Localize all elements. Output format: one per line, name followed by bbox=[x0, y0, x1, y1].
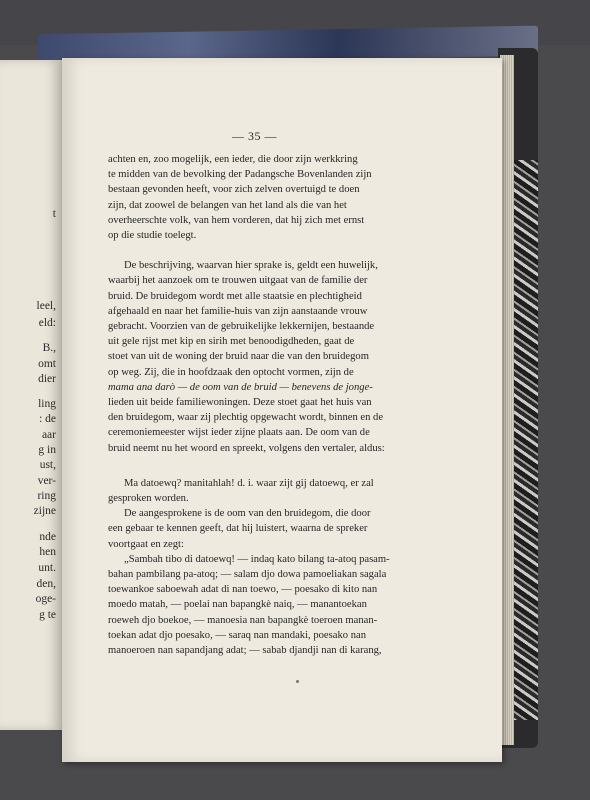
left-text-fragment: B., bbox=[42, 342, 56, 354]
text-line: gesproken worden. bbox=[108, 493, 189, 505]
left-text-fragment: unt. bbox=[38, 562, 56, 574]
text-line: op die studie toelegt. bbox=[108, 230, 197, 242]
page-edges bbox=[500, 55, 514, 745]
text-line: De beschrijving, waarvan hier sprake is, geldt een huwelijk, bbox=[124, 260, 378, 272]
text-line: Ma datoewq? manitahlah! d. i. waar zijt gij datoewq, er zal bbox=[124, 477, 374, 489]
left-text-fragment: hen bbox=[39, 546, 56, 558]
paragraph bbox=[108, 152, 401, 243]
paragraph bbox=[108, 258, 401, 456]
text-line: te midden van de bevolking der Padangsche Bovenlanden zijn bbox=[108, 169, 372, 181]
text-line: manoeroen nan sapandjang adat; — sabab djandji nan di karang, bbox=[108, 645, 382, 657]
left-text-fragment: eld: bbox=[38, 317, 56, 329]
left-text-fragment: zijne bbox=[33, 505, 56, 517]
paragraph bbox=[108, 506, 401, 552]
left-text-fragment: : de bbox=[39, 413, 56, 425]
left-text-fragment: ling bbox=[38, 398, 56, 410]
text-line: „Sambah tibo di datoewq! — indaq kato bilang ta-atoq pasam- bbox=[124, 553, 390, 565]
marbled-cover-edge bbox=[512, 160, 538, 720]
text-line: bahan pambilang pa-atoq; — salam djo dowa pamoeliakan sagala bbox=[108, 569, 387, 581]
left-text-fragment: ring bbox=[37, 490, 56, 502]
left-text-fragment: ust, bbox=[39, 459, 56, 471]
text-line: roeweh djo boekoe, — manoesia nan bapangkè toeroen manan- bbox=[108, 614, 378, 626]
text-line: De aangesprokene is de oom van den bruidegom, die door bbox=[124, 508, 371, 520]
text-line: bruid. De bruidegom wordt met alle staatsie en plechtigheid bbox=[108, 290, 362, 302]
text-line: toewankoe saboewah adat di nan toewo, — poesako di kito nan bbox=[108, 584, 378, 596]
text-line: zijn, dat zoowel de belangen van het land als die van het bbox=[108, 199, 347, 211]
text-line: lieden uit beide familiewoningen. Deze stoet gaat het huis van bbox=[108, 397, 372, 409]
text-line: voortgaat en zegt: bbox=[108, 538, 184, 550]
text-line: een gebaar te kennen geeft, dat hij luistert, waarna de spreker bbox=[108, 523, 368, 535]
left-text-fragment: dier bbox=[38, 373, 56, 385]
text-line: gebracht. Voorzien van de gebruikelijke lekkernijen, bestaande bbox=[108, 321, 375, 333]
left-text-fragment: omt bbox=[38, 358, 56, 370]
text-line: op weg. Zij, die in hoofdzaak den optocht vormen, zijn de bbox=[108, 366, 354, 378]
text-line: bruid neemt nu het woord en spreekt, volgens den vertaler, aldus: bbox=[108, 442, 385, 454]
left-text-fragment: leel, bbox=[36, 300, 56, 312]
page-number: — 35 — bbox=[232, 129, 277, 143]
paper-speck bbox=[296, 680, 299, 683]
text-line: afgehaald en naar het familie-huis van zijn aanstaande vrouw bbox=[108, 305, 368, 317]
text-line: uit gele rijst met kip en sirih met benoodigdheden, gaat de bbox=[108, 336, 355, 348]
left-text-fragment: nde bbox=[39, 531, 56, 543]
left-page-fragment bbox=[0, 60, 62, 730]
text-line: overheerschte volk, van hem vorderen, dat hij zich met ernst bbox=[108, 214, 365, 226]
left-text-fragment: g te bbox=[39, 609, 56, 621]
left-text-fragment: aar bbox=[41, 429, 56, 441]
text-line: achten en, zoo mogelijk, een ieder, die door zijn werkkring bbox=[108, 154, 358, 165]
text-line: mama ana darò — de oom van de bruid — benevens de jonge- bbox=[108, 381, 373, 393]
paragraph bbox=[108, 552, 401, 658]
left-text-fragment: t bbox=[52, 208, 56, 220]
text-line: bestaan gevonden heeft, voor zich zelven overtuigd te doen bbox=[108, 184, 360, 196]
text-line: stoet van uit de woning der bruid naar die van den bruidegom bbox=[108, 351, 369, 363]
left-text-fragment: den, bbox=[36, 578, 56, 590]
text-line: moedo matah, — poelai nan bapangkè naiq, — manantoekan bbox=[108, 599, 367, 611]
text-line: toekan adat djo poesako, — saraq nan mandaki, poesako nan bbox=[108, 629, 366, 641]
text-line: waarbij het aanzoek om te trouwen uitgaat van de familie der bbox=[108, 275, 368, 287]
paragraph bbox=[108, 476, 401, 506]
text-line: ceremoniemeester wijst ieder zijne plaats aan. De oom van de bbox=[108, 427, 370, 439]
page-body-text bbox=[108, 152, 401, 658]
left-text-fragment: oge- bbox=[35, 593, 56, 605]
left-text-fragment: ver- bbox=[37, 475, 56, 487]
text-line: den bruidegom, waar zij plechtig opgewacht wordt, binnen en de bbox=[108, 412, 384, 424]
left-text-fragment: g in bbox=[38, 444, 56, 456]
